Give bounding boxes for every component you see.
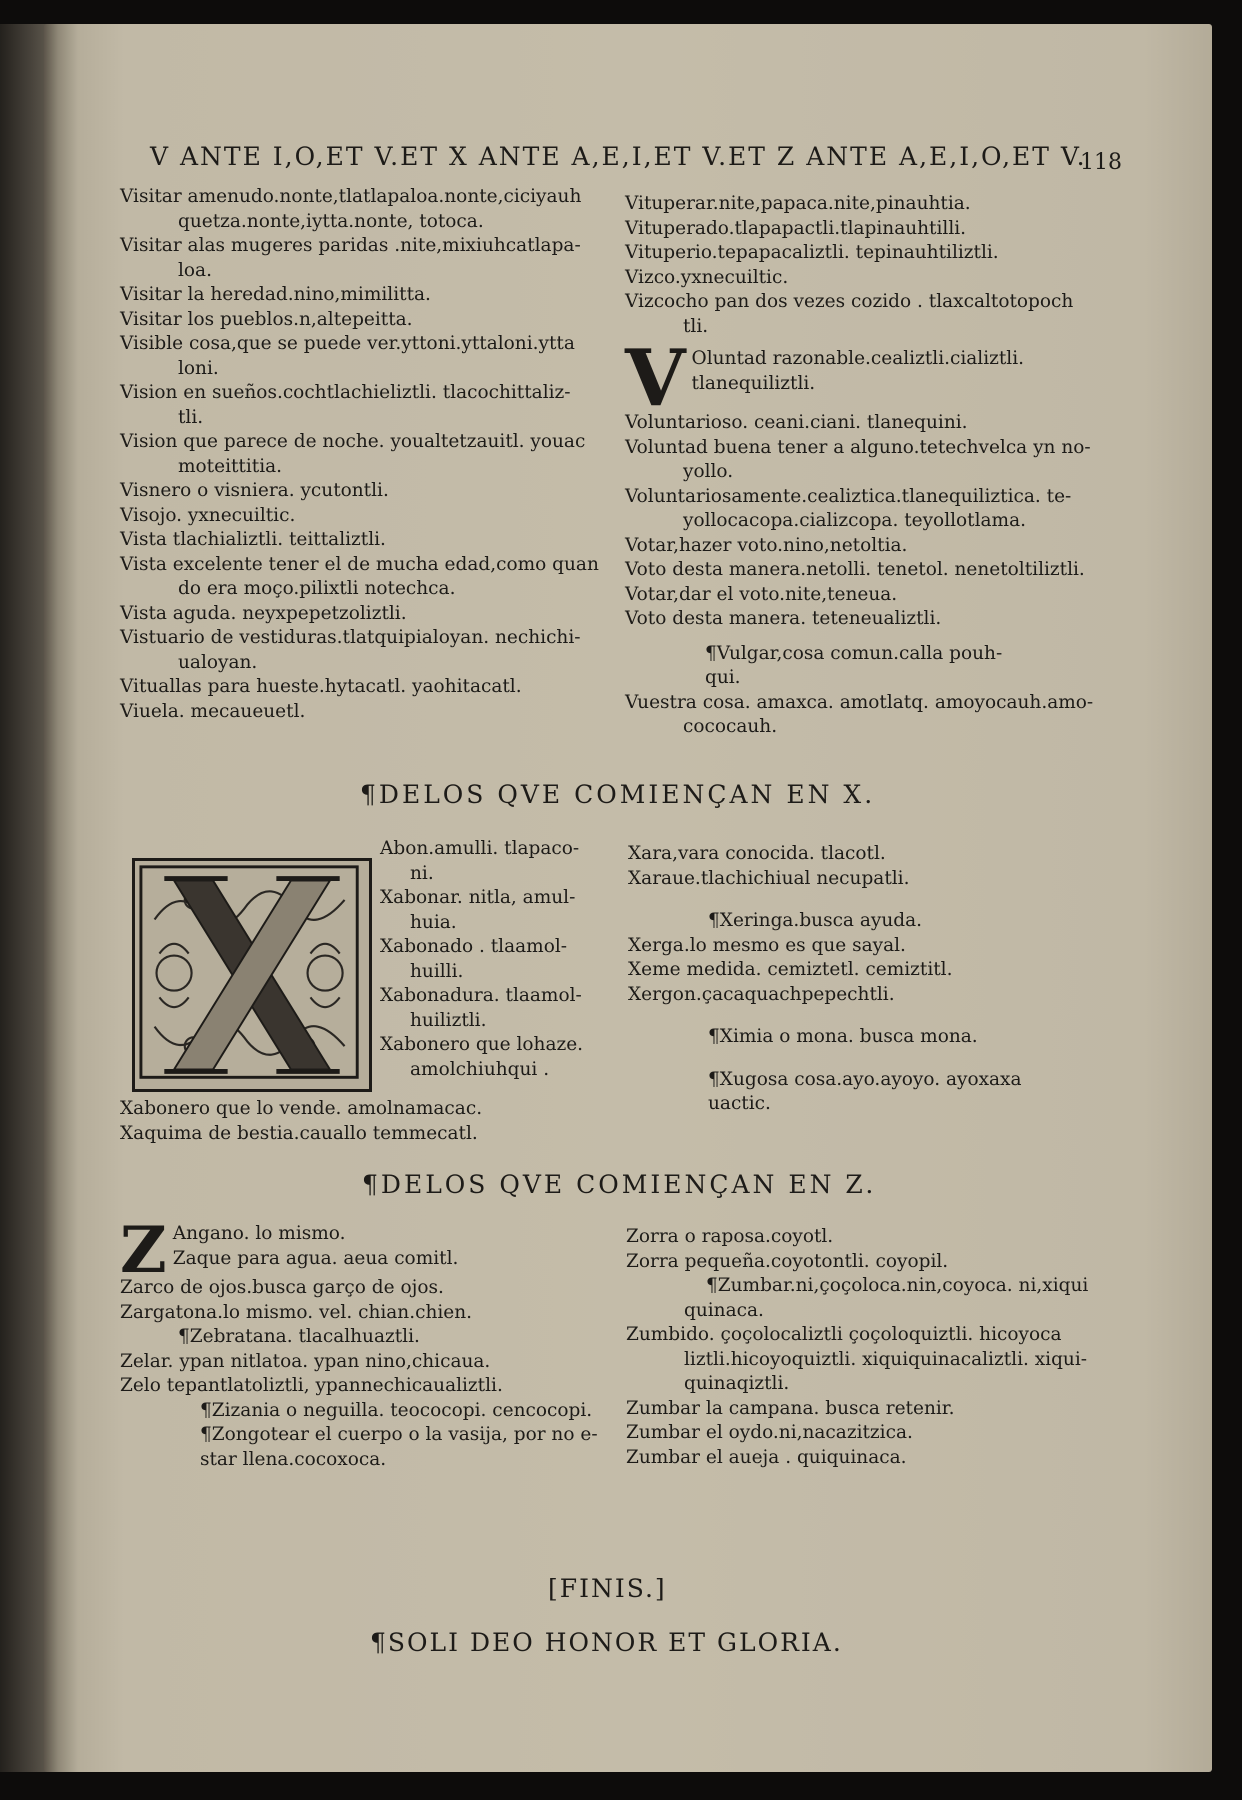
finis-line: [FINIS.]: [548, 1574, 667, 1603]
dictionary-entry: Vista excelente tener el de mucha edad,como quan: [120, 553, 599, 575]
dictionary-entry: Zargatona.lo mismo. vel. chian.chien.: [120, 1301, 473, 1323]
dictionary-entry: Visitar amenudo.nonte,tlatlapaloa.nonte,ciciyauh: [120, 186, 582, 207]
dropcap-z: Z: [120, 1213, 167, 1288]
dictionary-entry: ¶Zebratana. tlacalhuaztli.: [178, 1326, 420, 1347]
closing-motto: ¶SOLI DEO HONOR ET GLORIA.: [370, 1628, 843, 1657]
dictionary-entry: Visitar la heredad.nino,mimilitta.: [120, 284, 431, 305]
dictionary-entry: Xabonero que lohaze.: [380, 1034, 584, 1055]
section-heading-x: ¶DELOS QVE COMIENÇAN EN X.: [360, 780, 876, 809]
dictionary-entry: Zumbar la campana. busca retenir.: [626, 1397, 955, 1419]
dictionary-entry: quetza.nonte,iytta.nonte, totoca.: [178, 210, 484, 232]
dictionary-entry: liztli.hicoyoquiztli. xiquiquinacaliztli. xiqui-: [684, 1348, 1088, 1370]
dictionary-entry: Vision en sueños.cochtlachieliztli. tlacochittaliz-: [120, 382, 571, 403]
dictionary-entry: Zumbar el aueja . quiquinaca.: [626, 1446, 907, 1468]
left-column-v-entries: [120, 185, 600, 724]
dictionary-entry: Xaquima de bestia.cauallo temmecatl.: [120, 1122, 478, 1144]
dictionary-entry: Zumbar el oydo.ni,nacazitzica.: [626, 1422, 913, 1443]
dictionary-entry: Xeme medida. cemiztetl. cemiztitl.: [628, 959, 953, 980]
dictionary-entry: ¶Ximia o mona. busca mona.: [708, 1026, 978, 1047]
right-column-v-entries: [625, 192, 1095, 740]
dictionary-entry: ni.: [410, 862, 434, 884]
dictionary-entry: uactic.: [708, 1093, 771, 1114]
dictionary-entry: ¶Vulgar,cosa comun.calla pouh-: [705, 642, 1003, 664]
dictionary-entry: Vizcocho pan dos vezes cozido . tlaxcaltotopoch: [625, 291, 1074, 312]
dictionary-entry: tli.: [683, 315, 709, 337]
dictionary-entry: Vituallas para hueste.hytacatl. yaohitacatl.: [120, 676, 522, 697]
dictionary-entry: Vistuario de vestiduras.tlatquipialoyan. nechichi-: [120, 627, 581, 648]
dictionary-entry: tlanequiliztli.: [691, 372, 816, 394]
dictionary-entry: Visitar alas mugeres paridas .nite,mixiuhcatlapa-: [120, 235, 581, 256]
dictionary-entry: Viuela. mecaueuetl.: [120, 700, 306, 722]
dictionary-entry: quinaqiztli.: [684, 1373, 790, 1394]
woodcut-x-icon: [135, 861, 369, 1089]
dictionary-entry: Vituperado.tlapapactli.tlapinauhtilli.: [625, 217, 967, 239]
dictionary-entry: Visitar los pueblos.n,altepeitta.: [120, 308, 413, 330]
dictionary-entry: Voluntarioso. ceani.ciani. tlanequini.: [625, 412, 968, 433]
dictionary-entry: Vituperio.tepapacaliztli. tepinauhtiliztli.: [625, 242, 999, 263]
dictionary-entry: Visible cosa,que se puede ver.yttoni.yttaloni.ytta: [120, 333, 575, 354]
dictionary-entry: huia.: [410, 911, 457, 933]
dictionary-entry: Votar,dar el voto.nite,teneua.: [625, 583, 898, 605]
dictionary-entry: Zumbido. çoçolocaliztli çoçoloquiztli. hicoyoca: [626, 1324, 1062, 1345]
dictionary-entry: loni.: [178, 357, 219, 379]
dictionary-entry: Vuestra cosa. amaxca. amotlatq. amoyocauh.amo-: [625, 691, 1094, 713]
dictionary-entry: ¶Zizania o neguilla. teococopi. cencocopi.: [200, 1399, 593, 1421]
dictionary-entry: Visojo. yxnecuiltic.: [120, 504, 296, 526]
section-heading-z: ¶DELOS QVE COMIENÇAN EN Z.: [362, 1170, 877, 1199]
x-entries-beside-initial: [380, 837, 610, 1082]
dictionary-entry: ¶Xeringa.busca ayuda.: [708, 910, 922, 931]
dictionary-entry: Angano. lo mismo.: [172, 1223, 346, 1244]
dictionary-entry: Visnero o visniera. ycutontli.: [120, 480, 389, 501]
dictionary-entry: quinaca.: [684, 1299, 764, 1321]
dictionary-entry: Zelo tepantlatoliztli, ypannechicaualiztli.: [120, 1375, 503, 1396]
x-entries-right-column: [628, 842, 1088, 1117]
dictionary-entry: Zaque para agua. aeua comitl.: [172, 1247, 459, 1269]
dictionary-entry: ¶Zongotear el cuerpo o la vasija, por no e-: [200, 1424, 598, 1445]
dictionary-entry: Zorra pequeña.coyotontli. coyopil.: [626, 1250, 949, 1272]
dictionary-entry: qui.: [705, 667, 741, 688]
dictionary-entry: Vision que parece de noche. youaltetzauitl. youac: [120, 431, 586, 452]
dictionary-entry: amolchiuhqui .: [410, 1058, 550, 1080]
dictionary-entry: Vizco.yxnecuiltic.: [625, 266, 789, 288]
dictionary-entry: do era moço.pilixtli notechca.: [178, 578, 456, 599]
dictionary-entry: Zarco de ojos.busca garço de ojos.: [120, 1277, 444, 1298]
running-head: V ANTE I,O,ET V.ET X ANTE A,E,I,ET V.ET Z ANTE A,E,I,O,ET V.: [150, 142, 1087, 171]
dictionary-entry: Xabonadura. tlaamol-: [380, 985, 582, 1006]
dictionary-entry: Xerga.lo mesmo es que sayal.: [628, 934, 906, 956]
dictionary-entry: Votar,hazer voto.nino,netoltia.: [625, 534, 908, 556]
dictionary-entry: tli.: [178, 406, 204, 428]
x-entries-below-initial: [120, 1097, 600, 1146]
dictionary-entry: Xabonero que lo vende. amolnamacac.: [120, 1098, 483, 1119]
z-entries-right-column: [626, 1225, 1106, 1470]
dictionary-entry: Xabonar. nitla, amul-: [380, 887, 576, 908]
dictionary-entry: Xara,vara conocida. tlacotl.: [628, 843, 886, 864]
dictionary-entry: huilli.: [410, 960, 464, 982]
dictionary-entry: Voluntariosamente.cealiztica.tlanequiliztica. te-: [625, 485, 1072, 507]
dictionary-entry: Vituperar.nite,papaca.nite,pinauhtia.: [625, 193, 971, 214]
dictionary-entry: Voto desta manera.netolli. tenetol. nenetoltiliztli.: [625, 559, 1085, 580]
z-entries-left-column: [120, 1213, 610, 1472]
dictionary-entry: Voto desta manera. teteneualiztli.: [625, 608, 942, 629]
dictionary-entry: Zelar. ypan nitlatoa. ypan nino,chicaua.: [120, 1350, 491, 1372]
dictionary-entry: cococauh.: [683, 716, 778, 737]
dictionary-entry: yollocacopa.cializcopa. teyollotlama.: [683, 510, 1026, 531]
dictionary-entry: ¶Zumbar.ni,çoçoloca.nin,coyoca. ni,xiqui: [706, 1275, 1089, 1296]
dictionary-entry: Vista aguda. neyxpepetzoliztli.: [120, 602, 407, 624]
decorated-initial-x: [132, 858, 372, 1092]
dictionary-entry: Xabonado . tlaamol-: [380, 936, 568, 957]
folio-number: 118: [1080, 150, 1122, 175]
dictionary-entry: loa.: [178, 259, 212, 281]
dictionary-entry: Abon.amulli. tlapaco-: [380, 838, 580, 859]
dictionary-entry: Zorra o raposa.coyotl.: [626, 1226, 834, 1247]
dictionary-entry: Vista tlachializtli. teittaliztli.: [120, 529, 386, 550]
dictionary-entry: ¶Xugosa cosa.ayo.ayoyo. ayoxaxa: [708, 1068, 1022, 1090]
dictionary-entry: moteittitia.: [178, 455, 283, 477]
dictionary-entry: star llena.cocoxoca.: [200, 1448, 387, 1470]
dropcap-v: V: [625, 333, 686, 424]
dictionary-entry: Xaraue.tlachichiual necupatli.: [628, 867, 910, 889]
dictionary-entry: ualoyan.: [178, 651, 258, 673]
dictionary-entry: Xergon.çacaquachpepechtli.: [628, 983, 895, 1005]
dictionary-entry: yollo.: [683, 461, 734, 482]
dictionary-entry: Oluntad razonable.cealiztli.cializtli.: [691, 348, 1025, 369]
dictionary-entry: huiliztli.: [410, 1009, 487, 1031]
dictionary-entry: Voluntad buena tener a alguno.tetechvelca yn no-: [625, 436, 1091, 458]
